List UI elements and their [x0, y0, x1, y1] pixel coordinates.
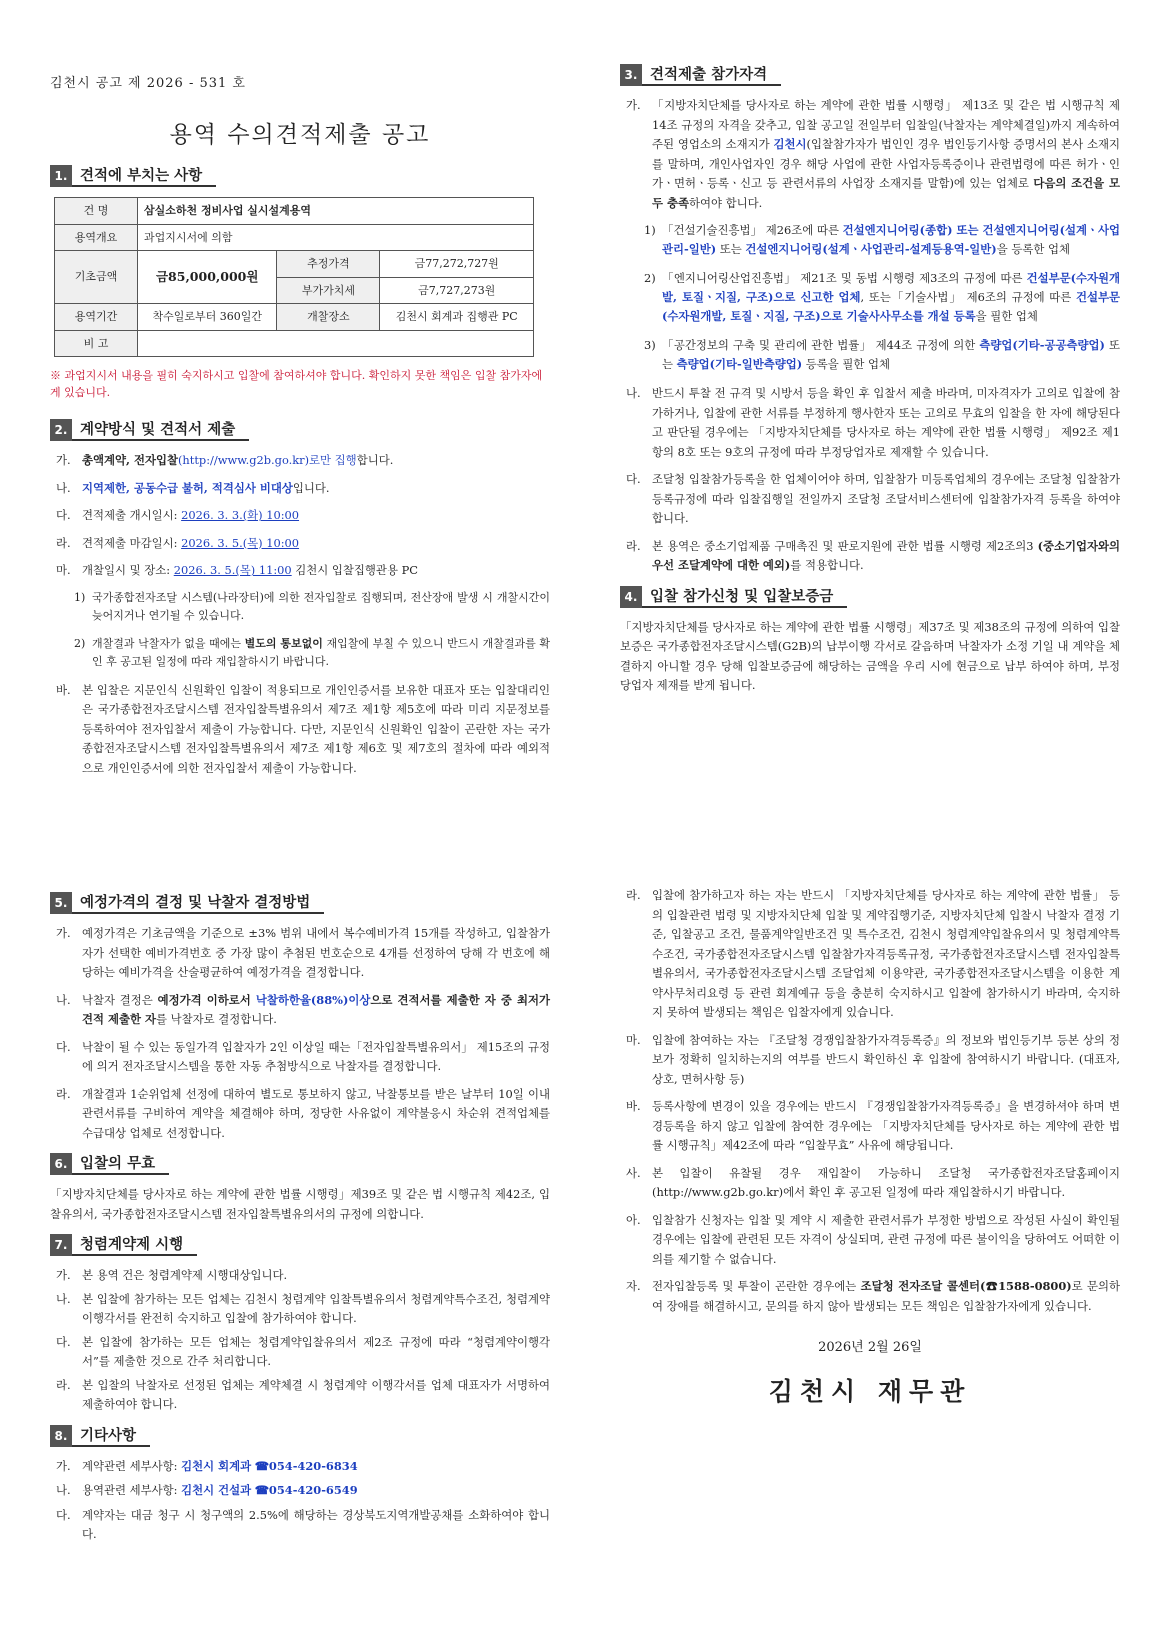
item-marker: 1) — [644, 223, 656, 237]
section-title: 입찰의 무효 — [72, 1153, 169, 1175]
list-item — [620, 1031, 1120, 1090]
list-item — [50, 506, 550, 526]
text: 입찰참가 신청자는 입찰 및 계약 시 제출한 관련서류가 부정한 방법으로 작성된 사실이 확인될 경우에는 입찰에 관련된 모든 자격이 상실되며, 관련 규정에 따른 불이익을 당하여도 어떠한 이의를 제기할 수 없습니다. — [652, 1212, 1120, 1266]
item-marker: 다. — [56, 1039, 71, 1054]
license-text: 건설엔지니어링(설계ㆍ사업관리-설계등용역-일반) — [745, 242, 997, 256]
section-4-header — [620, 586, 1120, 608]
right-bottom-column — [620, 886, 1120, 1406]
section-1-header — [50, 165, 550, 187]
item-marker: 다. — [626, 472, 641, 486]
item-marker: 다. — [56, 1334, 71, 1349]
g2b-link-text: (http://www.g2b.go.kr)로만 집행 — [177, 453, 357, 467]
estimated-price: 금77,272,727원 — [380, 251, 534, 278]
item-marker: 라. — [626, 538, 641, 553]
text: 개찰일시 및 장소: — [82, 563, 174, 577]
item-marker: 바. — [56, 682, 71, 697]
list-item — [50, 1457, 550, 1477]
text: 본 용역은 중소기업제품 구매촉진 및 판로지원에 관한 법률 시행령 제2조의3 — [652, 538, 1038, 553]
text: 입찰에 참여하는 자는 『조달청 경쟁입찰참가자격등록증』의 정보와 법인등기부 등본 상의 정보가 정확히 일치하는지의 여부를 반드시 확인하신 후 입찰에 참여하시기 바랍니다. (대표자, 상호, 면허사항 등) — [652, 1032, 1120, 1086]
text: 합니다. — [356, 453, 394, 467]
item-marker: 1) — [74, 590, 86, 604]
item-marker: 나. — [56, 480, 71, 495]
opening-datetime: 2026. 3. 5.(목) 11:00 — [173, 563, 292, 577]
warning-note: ※ 과업지시서 내용을 필히 숙지하시고 입찰에 참여하셔야 합니다. 확인하지 못한 책임은 입찰 참가자에게 있습니다. — [50, 369, 543, 399]
item-marker: 가. — [56, 926, 71, 940]
item-marker: 라. — [56, 1377, 71, 1392]
text: 국가종합전자조달 시스템(나라장터)에 의한 전자입찰로 집행되며, 전산장애 발생 시 개찰시간이 늦어지거나 연기될 수 있습니다. — [92, 590, 550, 622]
text: 재입찰에 부칠 수 있으니 반드시 개찰결과를 확인 후 공고된 일정에 따라 재입찰하시기 바랍니다. — [92, 636, 551, 668]
item-marker: 가. — [626, 98, 641, 112]
section-title: 예정가격의 결정 및 낙찰자 결정방법 — [72, 892, 324, 914]
text: 하여야 합니다. — [688, 195, 763, 210]
text: 을 등록한 업체 — [996, 242, 1070, 256]
text: 개찰결과 낙찰자가 없을 때에는 — [92, 636, 245, 650]
list-item — [50, 1506, 550, 1545]
section-number: 3. — [620, 64, 642, 86]
item-marker: 아. — [626, 1212, 641, 1227]
text: 별도의 통보없이 — [244, 636, 323, 650]
paragraph: 「지방자치단체를 당사자로 하는 계약에 관한 법률 시행령」제39조 및 같은 법 시행규칙 제42조, 입찰유의서, 국가종합전자조달시스템 전자입찰특별유의서의 규정에 의합니다. — [50, 1187, 550, 1221]
section-number: 6. — [50, 1153, 72, 1175]
text: 를 낙찰자로 결정합니다. — [155, 1012, 277, 1026]
section-number: 7. — [50, 1234, 72, 1256]
text: 김천시 입찰집행관용 PC — [291, 563, 418, 577]
text: 예정가격 이하로서 — [157, 992, 256, 1007]
sub-item — [74, 635, 550, 671]
section-number: 4. — [620, 586, 642, 608]
section-6-header — [50, 1153, 550, 1175]
section-5-header — [50, 892, 550, 914]
text: 견적제출 마감일시: — [82, 535, 182, 550]
item-marker: 3) — [644, 338, 656, 352]
item-marker: 라. — [626, 888, 641, 902]
text: 다음의 조건을 모두 충족 — [652, 176, 1120, 210]
text: 반드시 투찰 전 규격 및 시방서 등을 확인 후 입찰서 제출 바라며, 미자격자가 고의로 입찰에 참가하거나, 입찰에 관한 서류를 부정하게 행사한자 또는 고의로 무효의 입찰을 한 자에 해당된다고 판단될 경우에는 「지방자치단체를 당사자로 하는 계약에 관한 법률 시행령」 제92조 제1항의 8호 또는 9호의 규정에 따라 부정당업자로 제재할 수 있습니다. — [652, 386, 1120, 459]
text: 를 적용합니다. — [790, 558, 864, 572]
item-marker: 마. — [56, 563, 71, 577]
list-item — [620, 1097, 1120, 1156]
table-label: 개찰장소 — [277, 304, 380, 331]
text: 또는 — [716, 242, 746, 256]
item-marker: 가. — [56, 453, 71, 467]
text: 본 입찰에 참가하는 모든 업체는 청렴계약입찰유의서 제2조 규정에 따라 “청렴계약이행각서”를 제출한 것으로 간주 처리합니다. — [82, 1334, 550, 1368]
table-label: 비 고 — [55, 330, 138, 357]
project-outline: 과업지시서에 의함 — [138, 224, 534, 251]
item-marker: 나. — [56, 992, 71, 1007]
text: 「공간정보의 구축 및 관리에 관한 법률」 제44조 규정에 의한 — [662, 338, 980, 352]
text: (입찰참가자가 법인인 경우 법인등기사항 증명서의 본사 소재지를 말하며, 개인사업자인 경우 해당 사업에 관한 사업자등록증이나 관련법령에 따른 허가ㆍ인가ㆍ면허ㆍ등록ㆍ신고 등 관련서류의 사업장 소재지를 말함)에 있는 업체로 — [652, 137, 1120, 190]
text: 계약관련 세부사항: — [82, 1458, 182, 1473]
section-title: 견적에 부치는 사항 — [72, 165, 216, 187]
item-marker: 사. — [626, 1165, 641, 1180]
project-name: 삼실소하천 정비사업 실시설계용역 — [138, 198, 534, 225]
list-item — [50, 479, 550, 499]
text: 본 입찰의 낙찰자로 선정된 업체는 계약체결 시 청렴계약 이행각서를 업체 대표자가 서명하여 제출하여야 합니다. — [82, 1377, 550, 1411]
list-item — [50, 1266, 550, 1286]
list-item — [620, 470, 1120, 529]
text: 「건설기술진흥법」 제26조에 따른 — [662, 223, 843, 237]
list-item — [50, 534, 550, 554]
text: 계약자는 대금 청구 시 청구액의 2.5%에 해당하는 경상북도지역개발공채를 소화하여야 합니다. — [82, 1507, 550, 1541]
item-marker: 나. — [56, 1291, 71, 1306]
sub-item — [644, 221, 1120, 259]
section-title: 견적제출 참가자격 — [642, 64, 781, 86]
text: 예정가격은 기초금액을 기준으로 ±3% 범위 내에서 복수예비가격 15개를 작성하고, 입찰참가자가 선택한 예비가격번호 중 가장 많이 추첨된 번호순으로 4개를 선정하여 당해 각 번호에 해당하는 예비가격을 산술평균하여 예정가격을 결정합니다. — [82, 926, 550, 979]
list-item — [50, 1290, 550, 1329]
item-marker: 라. — [56, 535, 71, 550]
item-marker: 가. — [56, 1458, 71, 1473]
restriction-text: 지역제한, 공동수급 불허, 적격심사 비대상 — [82, 480, 293, 495]
paragraph: 「지방자치단체를 당사자로 하는 계약에 관한 법률 시행령」제37조 및 제38조의 규정에 의하여 입찰보증은 국가종합전자조달시스템(G2B)의 납부이행 각서로 갈음하며 낙찰자가 소정 기일 내 계약을 체결하지 아니할 경우 당해 입찰보증금에 해당하는 금액을 우리 시에 현금으로 납부 하여야 하며, 부정당업자 제재를 받게 됩니다. — [620, 619, 1120, 692]
text: 등록을 필한 업체 — [802, 357, 891, 371]
text: 「지방자치단체를 당사자로 하는 계약에 관한 법률 시행령」 제13조 및 같은 법 시행규칙 제14조 규정의 자격을 갖추고, 입찰 공고일 전일부터 입찰일(낙찰자는 계약체결일)까지 계속하여 주된 영업소의 소재지가 — [652, 98, 1120, 151]
list-item — [620, 384, 1120, 462]
item-marker: 자. — [626, 1279, 641, 1293]
left-top-column — [50, 74, 550, 786]
table-label: 용역개요 — [55, 224, 138, 251]
table-label: 건 명 — [55, 198, 138, 225]
section-number: 5. — [50, 892, 72, 914]
license-text: 측량업(기타-일반측량업) — [676, 357, 803, 371]
section-title: 청렴계약제 시행 — [72, 1234, 197, 1256]
list-item — [620, 1277, 1120, 1316]
start-datetime: 2026. 3. 3.(화) 10:00 — [181, 508, 300, 522]
list-item — [620, 96, 1120, 213]
section-title: 계약방식 및 견적서 제출 — [72, 419, 249, 441]
item-marker: 마. — [626, 1032, 641, 1047]
list-item — [50, 1376, 550, 1415]
region-text: 김천시 — [773, 137, 807, 151]
license-text: 건설엔지니어링(종합) 또는 건설엔지니어링(설계ㆍ사업관리-일반) — [662, 223, 1120, 256]
page-title: 용역 수의견적제출 공고 — [169, 121, 431, 148]
vat-amount: 금7,727,273원 — [380, 277, 534, 304]
text: 입니다. — [292, 480, 330, 495]
text: (중소기업자와의 우선 조달계약에 대한 예외) — [652, 538, 1120, 572]
section-3-header — [620, 64, 1120, 86]
table-label: 기초금액 — [55, 251, 138, 304]
text: 용역관련 세부사항: — [82, 1483, 182, 1497]
sub-item — [644, 269, 1120, 326]
license-text: 건설부문(수자원개발, 토질ㆍ지질, 구조)으로 신고한 업체 — [662, 271, 1120, 304]
list-item — [50, 1333, 550, 1372]
item-marker: 다. — [56, 508, 71, 522]
text: 개찰결과 1순위업체 선정에 대하여 별도로 통보하지 않고, 낙찰통보를 받은 날부터 10일 이내 관련서류를 구비하여 계약을 체결해야 하며, 정당한 사유없이 계약불응시 차순위 견적업체를 수급대상 업체로 선정합니다. — [82, 1086, 550, 1140]
list-item — [620, 886, 1120, 1023]
notice-number: 김천시 공고 제 2026 - 531 호 — [50, 76, 246, 91]
lower-limit-rate: 낙찰하한율(88%)이상 — [255, 992, 371, 1007]
right-top-column — [620, 62, 1120, 703]
item-marker: 2) — [74, 636, 86, 650]
list-item — [50, 924, 550, 983]
text: 또는 — [662, 338, 1120, 371]
license-text: 건설부문(수자원개발, 토질ㆍ지질, 구조)으로 기술사사무소를 개설 등록 — [662, 290, 1120, 323]
item-marker: 나. — [56, 1483, 71, 1497]
text: 본 입찰에 참가하는 모든 업체는 김천시 청렴계약 입찰특별유의서 청렴계약특수조건, 청렴계약 이행각서를 완전히 숙지하고 입찰에 참가하여야 합니다. — [82, 1291, 550, 1325]
item-marker: 가. — [56, 1268, 71, 1282]
table-label: 추정가격 — [277, 251, 380, 278]
bid-info-table — [54, 197, 534, 357]
list-item — [50, 561, 550, 581]
left-bottom-column — [50, 892, 550, 1553]
notice-date: 2026년 2월 26일 — [818, 1340, 922, 1355]
item-marker: 라. — [56, 1086, 71, 1101]
call-center: 조달청 전자조달 콜센터(☎1588-0800) — [860, 1279, 1072, 1293]
contact-dept: 김천시 회계과 — [181, 1458, 252, 1473]
item-marker: 바. — [626, 1099, 641, 1113]
text: 로 문의하여 장애를 해결하시고, 문의를 하지 않아 발생되는 모든 책임은 입찰참가자에게 있습니다. — [652, 1279, 1120, 1313]
text: 을 필한 업체 — [975, 309, 1038, 323]
item-marker: 나. — [626, 386, 641, 400]
section-2-header — [50, 419, 550, 441]
text: 본 입찰이 유찰될 경우 재입찰이 가능하니 조달청 국가종합전자조달홈페이지 (http://www.g2b.go.kr)에서 확인 후 공고된 일정에 따라 재입찰하시기 바랍니다. — [652, 1165, 1120, 1199]
deadline-datetime: 2026. 3. 5.(목) 10:00 — [181, 535, 300, 550]
text: , 또는「기술사법」 제6조의 규정에 따른 — [860, 290, 1076, 304]
list-item — [620, 1211, 1120, 1270]
item-marker: 2) — [644, 271, 656, 285]
text: 으로 견적서를 제출한 자 중 최저가 견적 제출한 자 — [82, 992, 550, 1026]
section-number: 2. — [50, 419, 72, 441]
list-item — [50, 1038, 550, 1077]
opening-place: 김천시 회계과 집행관 PC — [380, 304, 534, 331]
table-label: 용역기간 — [55, 304, 138, 331]
contact-phone[interactable]: ☎054-420-6834 — [254, 1458, 358, 1473]
sub-item — [74, 589, 550, 625]
table-label: 부가가치세 — [277, 277, 380, 304]
section-title: 입찰 참가신청 및 입찰보증금 — [642, 586, 847, 608]
text: 전자입찰등록 및 투찰이 곤란한 경우에는 — [652, 1279, 861, 1293]
text: 등록사항에 변경이 있을 경우에는 반드시 『경쟁입찰참가자격등록증』을 변경하셔야 하며 변경등록을 하지 않고 입찰에 참여한 경우에는 「지방자치단체를 당사자로 하는 계약에 관한 법률 시행규칙」제42조에 따라 “입찰무효” 사유에 해당됩니다. — [652, 1099, 1120, 1152]
contact-dept: 김천시 건설과 — [181, 1483, 252, 1497]
section-8-header — [50, 1425, 550, 1447]
list-item — [50, 451, 550, 471]
section-number: 1. — [50, 165, 72, 187]
item-marker: 다. — [56, 1507, 71, 1522]
contract-type: 총액계약, 전자입찰 — [82, 453, 178, 467]
list-item — [50, 991, 550, 1030]
list-item — [620, 1164, 1120, 1203]
list-item — [620, 537, 1120, 576]
text: 낙찰이 될 수 있는 동일가격 입찰자가 2인 이상일 때는「전자입찰특별유의서」 제15조의 규정에 의거 전자조달시스템을 통한 자동 추첨방식으로 낙찰자를 결정합니다. — [82, 1039, 550, 1073]
text: 입찰에 참가하고자 하는 자는 반드시 「지방자치단체를 당사자로 하는 계약에 관한 법률」 등의 입찰관련 법령 및 지방자치단체 입찰 및 계약집행기준, 지방자치단체 입찰시 낙찰자 결정 기준, 입찰공고 조건, 물품계약일반조건 및 특수조건, 김천시 청렴계약입찰유의서 및 청렴계약특수조건, 국가종합전자조달시스템 입찰참가자격등록규정, 국가종합전자조달시스템 전자입찰특별유의서, 국가종합전자조달시스템 조달업체 이용약관, 국가종합전자조달시스템을 이용한 계약사무처리요령 등 관련 회계예규 등을 충분히 숙지하시고 입찰에 참가하시기 바라며, 숙지하지 못하여 발생되는 책임은 입찰자에게 있습니다. — [652, 888, 1120, 1019]
text: 「엔지니어링산업진흥법」 제21조 및 동법 시행령 제3조의 규정에 따른 — [662, 271, 1027, 285]
base-amount: 금85,000,000원 — [138, 251, 277, 304]
sub-item — [644, 336, 1120, 374]
text: 낙찰자 결정은 — [82, 992, 158, 1007]
service-period: 착수일로부터 360일간 — [138, 304, 277, 331]
remark-value — [138, 330, 534, 357]
list-item — [50, 1481, 550, 1501]
section-title: 기타사항 — [72, 1425, 150, 1447]
text: 본 입찰은 지문인식 신원확인 입찰이 적용되므로 개인인증서를 보유한 대표자 또는 입찰대리인은 국가종합전자조달시스템 전자입찰특별유의서 제7조 제1항 제5호에 따라 미리 지문정보를 등록하여야 전자입찰서 제출이 가능합니다. 다만, 지문인식 신원확인 입찰이 곤란한 자는 국가종합전자조달시스템 전자입찰특별유의서 제7조 제1항 제6호 및 제7호의 절차에 따라 예외적으로 개인인증서에 의한 전자입찰서 제출이 가능합니다. — [82, 682, 550, 775]
license-text: 측량업(기타-공공측량업) — [979, 338, 1105, 352]
signature: 김천시 재무관 — [768, 1376, 972, 1406]
text: 견적제출 개시일시: — [82, 508, 182, 522]
list-item — [50, 1085, 550, 1144]
contact-phone[interactable]: ☎054-420-6549 — [254, 1483, 358, 1497]
list-item — [50, 681, 550, 779]
text: 본 용역 건은 청렴계약제 시행대상입니다. — [82, 1268, 288, 1282]
text: 조달청 입찰참가등록을 한 업체이어야 하며, 입찰참가 미등록업체의 경우에는 조달청 입찰참가등록규정에 따라 입찰집행일 전일까지 조달청 조달서비스센터에 입찰참가자격 등록을 하여야 합니다. — [652, 472, 1120, 525]
section-7-header — [50, 1234, 550, 1256]
section-number: 8. — [50, 1425, 72, 1447]
